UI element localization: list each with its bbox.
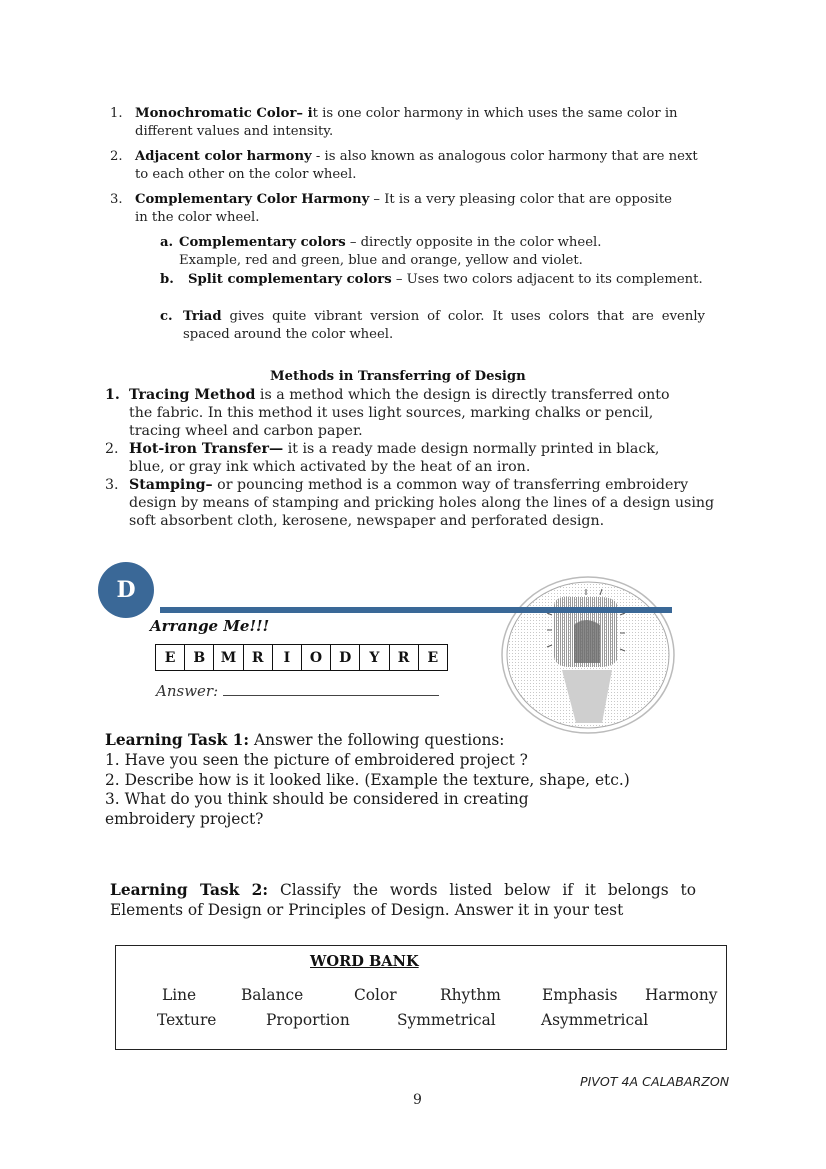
word-bank-word: Line [162,986,197,1004]
letter-box: M [214,645,243,670]
question: 1. Have you seen the picture of embroidered project ? [105,750,528,769]
list-item [160,308,705,344]
word-bank-word: Harmony [645,986,718,1004]
term: Split complementary colors [188,272,392,287]
answer-blank[interactable] [223,681,439,696]
definition: – directly opposite in the color wheel. Example, red and green, blue and orange, yellow and violet. [179,235,602,268]
term: Adjacent color harmony [135,149,312,164]
item-letter: a. [160,235,174,250]
task1-intro: Answer the following questions: [249,731,505,749]
term: Complementary Color Harmony [135,192,370,207]
letter-box: E [427,649,439,666]
term: Complementary colors [179,235,346,250]
word-bank-word: Rhythm [440,986,501,1004]
term: Stamping– [129,477,213,493]
task2-label: Learning Task 2: [110,881,269,899]
letter-boxes [155,644,448,671]
list-item [110,148,710,184]
definition: - is also known as analogous color harmony that are next to each other on the color wheel. [135,149,698,182]
task1-label: Learning Task 1: [105,731,250,749]
letter-box: E [156,645,185,670]
term: Monochromatic Color– i [135,106,313,121]
list-item [105,386,715,440]
arrange-title: Arrange Me!!! [150,617,270,635]
definition: gives quite vibrant version of color. It uses colors that are evenly spaced around the color wheel. [183,309,705,342]
methods-heading: Methods in Transferring of Design [270,369,526,384]
word-bank-word: Proportion [266,1011,350,1029]
learning-task-2 [110,880,696,921]
letter-box: B [185,645,214,670]
question: 3. What do you think should be considered in creating [105,790,529,809]
list-item [110,191,710,227]
list-item [105,476,715,530]
letter-box: R [390,645,419,670]
definition: is a method which the design is directly transferred onto the fabric. In this method it uses light sources, marking chalks or pencil, tracing wheel and carbon paper. [129,387,670,439]
section-divider [160,607,672,613]
word-bank-word: Texture [157,1011,217,1029]
item-number: 2. [110,149,123,164]
term: Tracing Method [129,387,256,403]
list-item [160,271,705,289]
task2-text: Classify the words listed below if it belongs to Elements of Design or Principles of Design. Answer it in your test [110,881,696,920]
answer-field [156,681,439,700]
letter-box: I [273,645,302,670]
item-number: 3. [110,192,123,207]
definition: or pouncing method is a common way of transferring embroidery design by means of stamping and pricking holes along the lines of a design using soft absorbent cloth, kerosene, newspaper and perforated design. [129,477,715,529]
letter-box: O [302,645,331,670]
item-letter: b. [160,272,174,287]
letter-box: R [244,645,273,670]
letter-box: D [331,645,360,670]
word-bank-word: Asymmetrical [541,1011,649,1029]
list-item [105,440,715,476]
definition: – It is a very pleasing color that are opposite in the color wheel. [135,192,672,225]
item-letter: c. [160,309,173,324]
list-item [110,105,710,141]
footer-brand: PIVOT 4A CALABARZON [580,1074,730,1089]
item-number: 1. [105,387,120,403]
letter-box: Y [360,645,389,670]
question: 2. Describe how is it looked like. (Example the texture, shape, etc.) [105,770,630,789]
word-bank-word: Symmetrical [397,1011,496,1029]
item-number: 2. [105,441,119,457]
word-bank-word: Emphasis [542,986,618,1004]
word-bank-title: WORD BANK [310,953,419,970]
embroidery-hoop-image [500,575,676,735]
term: Hot-iron Transfer— [129,441,284,457]
section-badge: D [98,562,154,618]
answer-label: Answer: [156,682,219,700]
page-number: 9 [413,1092,422,1108]
definition: – Uses two colors adjacent to its complement. [391,272,703,287]
learning-task-1 [105,731,630,830]
term: Triad [183,309,222,324]
word-bank-box [115,945,727,1050]
word-bank-word: Balance [241,986,304,1004]
item-number: 1. [110,106,123,121]
item-number: 3. [105,477,119,493]
word-bank-word: Color [354,986,397,1004]
definition: it is a ready made design normally printed in black, blue, or gray ink which activated by the heat of an iron. [129,441,660,475]
question: embroidery project? [105,810,264,829]
list-item [160,234,705,270]
definition: t is one color harmony in which uses the same color in different values and intensity. [135,106,678,139]
